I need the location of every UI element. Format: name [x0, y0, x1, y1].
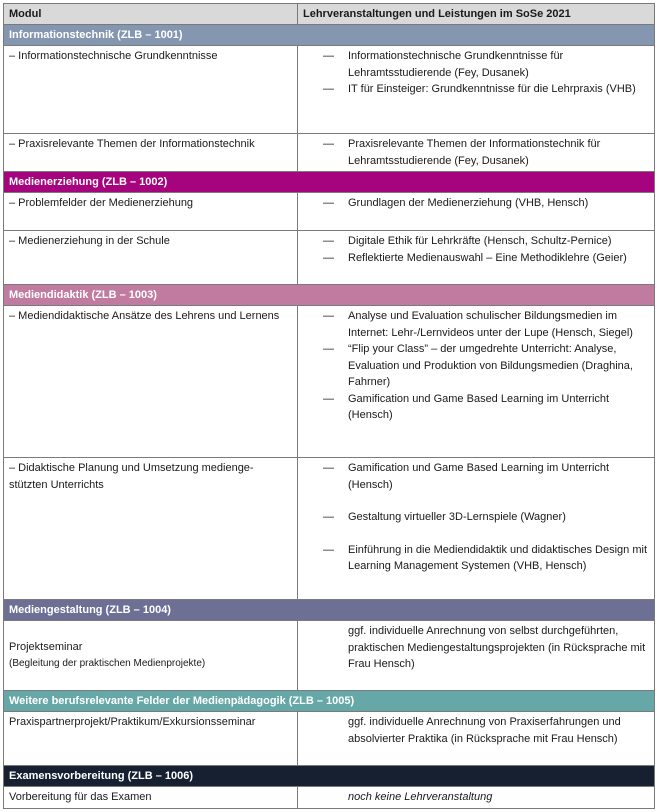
course-item: — Gamification und Game Based Learning im Unterricht (Hensch): [323, 460, 649, 493]
module-title: Informationstechnik (ZLB – 1001): [4, 25, 655, 46]
row-topic: Vorbereitung für das Examen: [4, 787, 298, 809]
course-text: ggf. individuelle Anrechnung von selbst durchgeführten, praktischen Mediengestaltungsprojekten (in Rücksprache mit Frau Hensch): [348, 625, 646, 670]
course-table: [3, 3, 655, 809]
table-row: [4, 134, 655, 172]
row-courses: [298, 193, 655, 231]
table-header-row: [4, 4, 655, 25]
course-item: — Digitale Ethik für Lehrkräfte (Hensch, Schultz-Pernice): [323, 233, 649, 250]
course-item: — Reflektierte Medienauswahl – Eine Methodiklehre (Geier): [323, 250, 649, 267]
module-header-mediengestaltung: [4, 600, 655, 621]
module-header-examensvorbereitung: [4, 766, 655, 787]
course-item: — Gestaltung virtueller 3D-Lernspiele (Wagner): [323, 509, 649, 526]
module-title: Examensvorbereitung (ZLB – 1006): [4, 766, 655, 787]
row-topic: – Medienerziehung in der Schule: [4, 231, 298, 285]
course-table-document: [3, 3, 654, 809]
row-courses: [298, 306, 655, 458]
row-courses: [298, 231, 655, 285]
row-topic: [4, 621, 298, 691]
course-item: — Praxisrelevante Themen der Informationstechnik für Lehramtsstudierende (Fey, Dusanek): [323, 136, 649, 169]
row-topic: – Praxisrelevante Themen der Informationstechnik: [4, 134, 298, 172]
row-courses: [298, 134, 655, 172]
table-row: [4, 458, 655, 600]
module-header-medienerziehung: [4, 172, 655, 193]
module-header-weitere-felder: [4, 691, 655, 712]
table-row: [4, 46, 655, 134]
course-item: — Grundlagen der Medienerziehung (VHB, Hensch): [323, 195, 649, 212]
row-courses: [298, 787, 655, 809]
table-row: [4, 787, 655, 809]
header-courses: Lehrveranstaltungen und Leistungen im SoSe 2021: [298, 4, 655, 25]
module-header-informationstechnik: [4, 25, 655, 46]
module-title: Medienerziehung (ZLB – 1002): [4, 172, 655, 193]
module-header-mediendidaktik: [4, 285, 655, 306]
table-row: [4, 712, 655, 766]
row-topic: Praxispartnerprojekt/Praktikum/Exkursionsseminar: [4, 712, 298, 766]
row-courses: [298, 621, 655, 691]
row-topic: – Mediendidaktische Ansätze des Lehrens und Lernens: [4, 306, 298, 458]
row-topic: – Informationstechnische Grundkenntnisse: [4, 46, 298, 134]
header-modul: Modul: [4, 4, 298, 25]
course-item: — Gamification und Game Based Learning im Unterricht (Hensch): [323, 391, 649, 424]
table-row: [4, 621, 655, 691]
course-item: — IT für Einsteiger: Grundkenntnisse für die Lehrpraxis (VHB): [323, 81, 649, 98]
course-text: ggf. individuelle Anrechnung von Praxiserfahrungen und absolvierter Praktika (in Rücksprache mit Frau Hensch): [348, 716, 621, 745]
row-topic-title: Projektseminar: [9, 641, 83, 653]
row-courses: [298, 712, 655, 766]
course-item: — “Flip your Class” – der umgedrehte Unterricht: Analyse, Evaluation und Produktion von Bildungsmedien (Draghina, Fahrner): [323, 341, 649, 391]
row-courses: [298, 458, 655, 600]
course-text-italic: noch keine Lehrveranstaltung: [348, 791, 493, 803]
row-topic-subtitle: (Begleitung der praktischen Medienprojekte): [9, 657, 206, 669]
course-item: — Analyse und Evaluation schulischer Bildungsmedien im Internet: Lehr-/Lernvideos unter der Lupe (Hensch, Siegel): [323, 308, 649, 341]
row-topic: – Didaktische Planung und Umsetzung medienge-stützten Unterrichts: [4, 458, 298, 600]
module-title: Mediengestaltung (ZLB – 1004): [4, 600, 655, 621]
course-item: — Einführung in die Mediendidaktik und didaktisches Design mit Learning Management Systemen (VHB, Hensch): [323, 542, 649, 575]
table-row: [4, 231, 655, 285]
row-courses: [298, 46, 655, 134]
table-row: [4, 306, 655, 458]
module-title: Weitere berufsrelevante Felder der Medienpädagogik (ZLB – 1005): [4, 691, 655, 712]
row-topic: – Problemfelder der Medienerziehung: [4, 193, 298, 231]
course-item: — Informationstechnische Grundkenntnisse für Lehramtsstudierende (Fey, Dusanek): [323, 48, 649, 81]
table-row: [4, 193, 655, 231]
module-title: Mediendidaktik (ZLB – 1003): [4, 285, 655, 306]
